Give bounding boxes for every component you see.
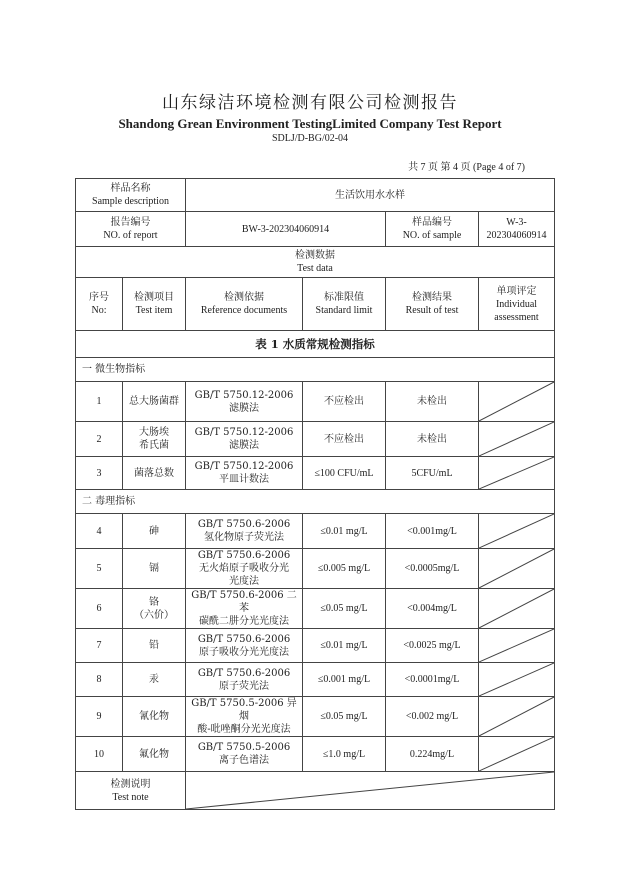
table-row [76, 589, 555, 629]
diagonal-strike [186, 772, 554, 809]
section-microbiological-label: 一 微生物指标 [76, 358, 555, 382]
reference-document-line: GB/T 5750.12-2006 [194, 427, 294, 438]
reference-document-line: 无火焰原子吸收分光 [199, 563, 289, 574]
test-item-line: 大肠埃 [139, 427, 169, 438]
row-number: 4 [76, 514, 123, 549]
test-result: 0.224mg/L [386, 737, 479, 772]
reference-document [186, 629, 303, 663]
reference-document [186, 382, 303, 422]
table-row [76, 514, 555, 549]
reference-document [186, 514, 303, 549]
test-item-line: 汞 [149, 674, 159, 685]
report-number-value: BW-3-202304060914 [186, 212, 386, 247]
assessment-blank [479, 457, 555, 490]
test-data-heading-en: Test data [297, 263, 333, 274]
report-title-en: Shandong Grean Environment TestingLimited Company Test Report [118, 116, 502, 131]
table-row [76, 697, 555, 737]
table-row [76, 382, 555, 422]
reference-document [186, 737, 303, 772]
column-header-assessment-cn: 单项评定 [496, 285, 537, 297]
test-item [123, 663, 186, 697]
test-result: <0.0001mg/L [386, 663, 479, 697]
test-result: <0.002 mg/L [386, 697, 479, 737]
reference-document-line: 原子荧光法 [219, 680, 269, 692]
test-item [123, 457, 186, 490]
report-number-label [76, 212, 186, 247]
test-item [123, 549, 186, 589]
sample-description-row [76, 179, 555, 212]
diagonal-strike [479, 663, 554, 696]
reference-document-line: 原子吸收分光光度法 [199, 646, 289, 658]
standard-limit: ≤0.01 mg/L [303, 514, 386, 549]
report-number-label-en: NO. of report [103, 230, 158, 241]
column-header-limit-en: Standard limit [315, 305, 373, 316]
test-item-line: （六价） [134, 609, 174, 621]
test-item [123, 697, 186, 737]
row-number: 9 [76, 697, 123, 737]
assessment-blank [479, 663, 555, 697]
standard-limit: ≤0.01 mg/L [303, 629, 386, 663]
sample-number-label-en: NO. of sample [402, 230, 462, 241]
diagonal-strike [479, 737, 554, 771]
standard-limit: ≤0.05 mg/L [303, 589, 386, 629]
standard-limit: 不应检出 [303, 382, 386, 422]
assessment-blank [479, 382, 555, 422]
column-header-reference-cn: 检测依据 [224, 292, 264, 303]
test-result: <0.001mg/L [386, 514, 479, 549]
document-number: SDLJ/D-BG/02-04 [271, 133, 349, 144]
sample-number-label [386, 212, 479, 247]
column-header-no [76, 278, 123, 331]
standard-limit: ≤1.0 mg/L [303, 737, 386, 772]
reference-document [186, 663, 303, 697]
test-item [123, 382, 186, 422]
test-item [123, 589, 186, 629]
reference-document-line: GB/T 5750.6-2006 [197, 550, 291, 561]
test-item [123, 422, 186, 457]
table-row [76, 457, 555, 490]
table-row [76, 663, 555, 697]
table-row [76, 737, 555, 772]
assessment-blank [479, 697, 555, 737]
reference-document-line: GB/T 5750.5-2006 异烟 [191, 698, 297, 722]
row-number: 2 [76, 422, 123, 457]
column-header-assessment-en-2: assessment [494, 311, 539, 323]
test-item-line: 希氏菌 [139, 440, 169, 451]
standard-limit: ≤0.001 mg/L [303, 663, 386, 697]
reference-document-line: GB/T 5750.12-2006 [194, 461, 294, 472]
diagonal-strike [479, 514, 554, 548]
reference-document [186, 697, 303, 737]
assessment-blank [479, 737, 555, 772]
test-result: <0.0025 mg/L [386, 629, 479, 663]
assessment-blank [479, 514, 555, 549]
test-item [123, 629, 186, 663]
diagonal-strike [479, 457, 554, 489]
diagonal-strike [479, 382, 554, 421]
sample-description-label [76, 179, 186, 212]
assessment-blank [479, 629, 555, 663]
standard-limit: ≤100 CFU/mL [303, 457, 386, 490]
diagonal-strike [479, 422, 554, 456]
diagonal-strike [479, 629, 554, 662]
diagonal-strike [479, 697, 554, 736]
reference-document-line: GB/T 5750.6-2006 [197, 633, 291, 645]
row-number: 8 [76, 663, 123, 697]
section-toxicological [76, 490, 555, 514]
test-item-line: 菌落总数 [134, 467, 174, 479]
column-header-result-cn: 检测结果 [412, 292, 452, 303]
reference-document-line: 光度法 [229, 576, 259, 587]
assessment-blank [479, 422, 555, 457]
column-header-item-cn: 检测项目 [134, 292, 174, 303]
test-note-label-cn: 检测说明 [110, 778, 151, 790]
test-result: <0.004mg/L [386, 589, 479, 629]
test-result: <0.0005mg/L [386, 549, 479, 589]
table-row [76, 422, 555, 457]
standard-limit: ≤0.005 mg/L [303, 549, 386, 589]
reference-document-line: GB/T 5750.5-2006 [197, 742, 291, 753]
row-number: 10 [76, 737, 123, 772]
test-note-label [76, 772, 186, 810]
column-header-row [76, 278, 555, 331]
test-item-line: 氟化物 [139, 748, 169, 760]
table-row [76, 549, 555, 589]
test-note-label-en: Test note [112, 791, 149, 803]
test-item [123, 514, 186, 549]
test-data-row [76, 247, 555, 278]
reference-document-line: GB/T 5750.6-2006 二苯 [191, 590, 297, 614]
column-header-item [123, 278, 186, 331]
reference-document [186, 549, 303, 589]
row-number: 7 [76, 629, 123, 663]
sample-description-label-cn: 样品名称 [110, 183, 151, 194]
column-header-no-cn: 序号 [89, 292, 109, 303]
test-report-table [75, 178, 555, 810]
reference-document [186, 589, 303, 629]
test-item-line: 总大肠菌群 [129, 396, 179, 407]
standard-limit: ≤0.05 mg/L [303, 697, 386, 737]
diagonal-strike [479, 549, 554, 588]
test-note-content [186, 772, 555, 810]
table-title-row [76, 331, 555, 358]
test-data-heading-cn: 检测数据 [295, 250, 335, 261]
row-number: 5 [76, 549, 123, 589]
reference-document [186, 457, 303, 490]
reference-document-line: GB/T 5750.6-2006 [197, 667, 291, 679]
test-result: 未检出 [386, 382, 479, 422]
column-header-item-en: Test item [135, 305, 173, 316]
test-item-line: 砷 [149, 525, 159, 537]
reference-document-line: 酸-吡唑酮分光光度法 [197, 724, 291, 735]
test-item-line: 铅 [149, 640, 159, 651]
section-toxicological-label: 二 毒理指标 [76, 490, 555, 514]
column-header-limit [303, 278, 386, 331]
assessment-blank [479, 549, 555, 589]
test-result: 5CFU/mL [386, 457, 479, 490]
test-result: 未检出 [386, 422, 479, 457]
sample-description-label-en: Sample description [92, 196, 169, 207]
column-header-assessment [479, 278, 555, 331]
report-title-cn: 山东绿洁环境检测有限公司检测报告 [162, 93, 458, 113]
column-header-no-en: No: [91, 305, 107, 316]
test-item-line: 氰化物 [139, 711, 169, 722]
reference-document [186, 422, 303, 457]
sample-number-label-cn: 样品编号 [412, 217, 452, 228]
row-number: 3 [76, 457, 123, 490]
table-row [76, 629, 555, 663]
reference-document-line: 滤膜法 [229, 402, 259, 414]
reference-document-line: GB/T 5750.12-2006 [194, 389, 294, 401]
column-header-assessment-en-1: Individual [495, 298, 538, 310]
column-header-result-en: Result of test [405, 305, 459, 316]
sample-number-value: W-3-202304060914 [479, 212, 555, 247]
reference-document-line: 碳酰二肼分光光度法 [199, 616, 289, 627]
column-header-reference-en: Reference documents [200, 305, 288, 316]
test-data-heading [76, 247, 555, 278]
test-note-row [76, 772, 555, 810]
reference-document-line: 离子色谱法 [219, 755, 269, 766]
reference-document-line: 平皿计数法 [219, 474, 269, 485]
reference-document-line: 氢化物原子荧光法 [204, 532, 284, 543]
column-header-result [386, 278, 479, 331]
reference-document-line: 滤膜法 [229, 440, 259, 451]
column-header-reference [186, 278, 303, 331]
page-indicator: 共 7 页 第 4 页 (Page 4 of 7) [408, 162, 525, 173]
row-number: 1 [76, 382, 123, 422]
row-number: 6 [76, 589, 123, 629]
diagonal-strike [479, 589, 554, 628]
report-number-row [76, 212, 555, 247]
reference-document-line: GB/T 5750.6-2006 [197, 519, 291, 530]
section-microbiological [76, 358, 555, 382]
test-item-line: 铬 [149, 596, 159, 608]
report-number-label-cn: 报告编号 [110, 217, 151, 228]
table-title: 表 1 水质常规检测指标 [76, 331, 555, 358]
sample-description-value: 生活饮用水水样 [186, 179, 555, 212]
column-header-limit-cn: 标准限值 [324, 292, 364, 303]
test-item-line: 镉 [149, 563, 159, 574]
standard-limit: 不应检出 [303, 422, 386, 457]
assessment-blank [479, 589, 555, 629]
test-item [123, 737, 186, 772]
